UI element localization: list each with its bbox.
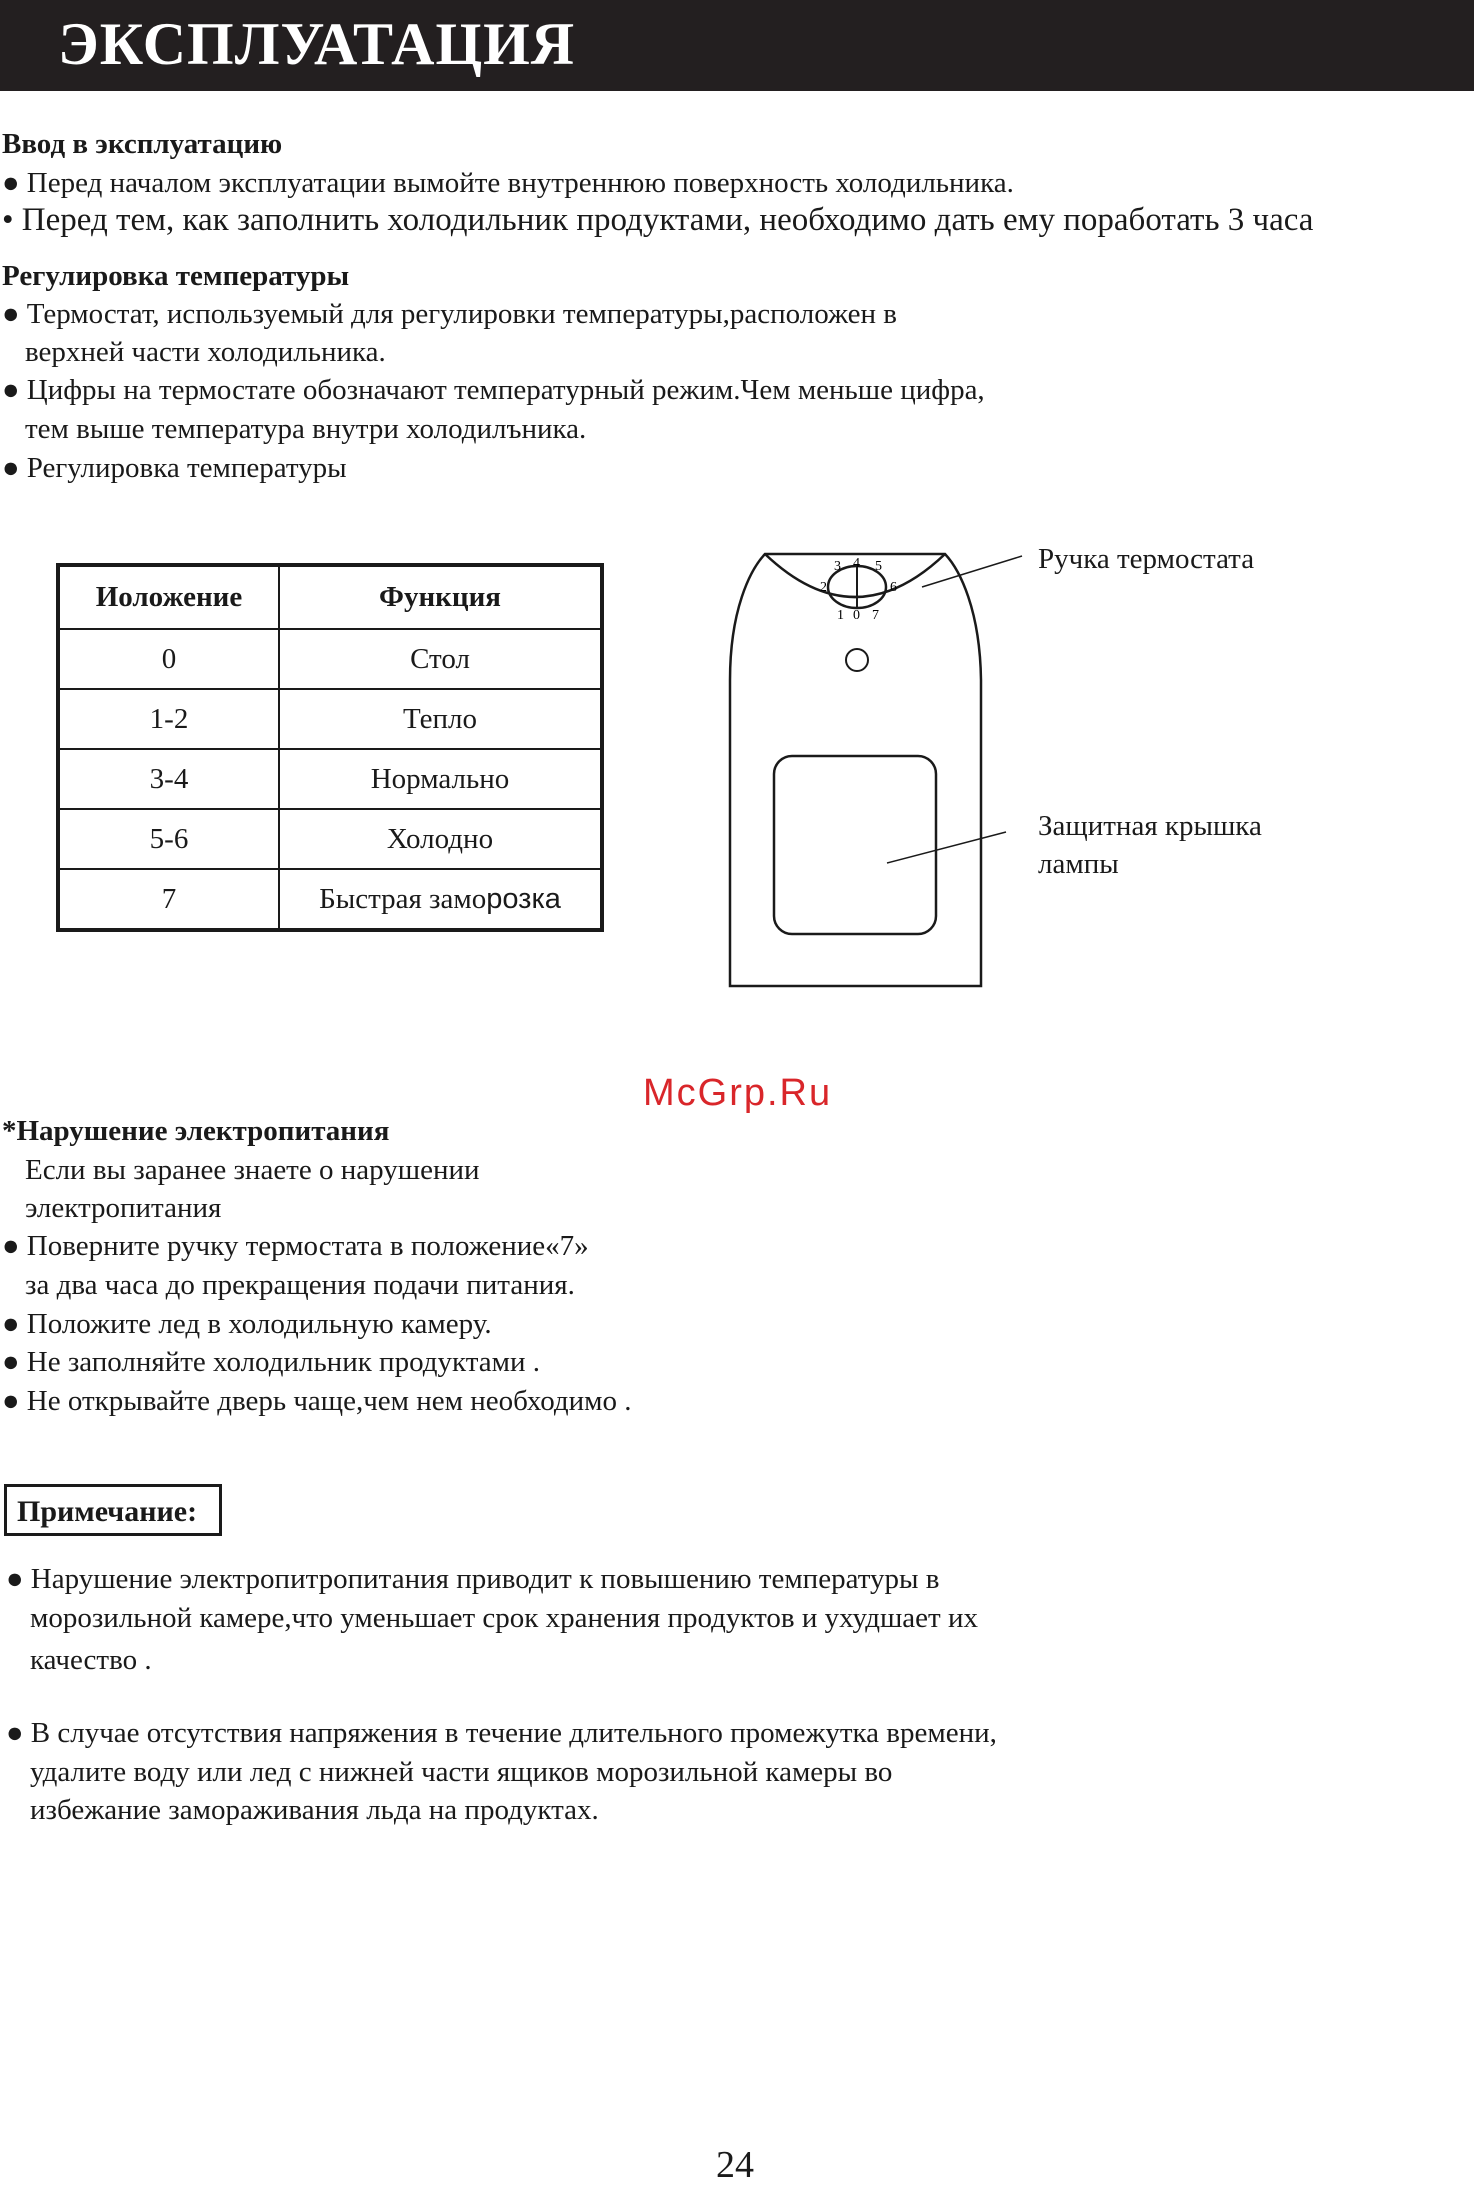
lamp-leader-line — [887, 832, 1006, 863]
lamp-cover — [774, 756, 936, 934]
table-row — [58, 749, 602, 809]
temperature-heading: Регулировка температуры — [2, 260, 350, 292]
page-number: 24 — [716, 2144, 754, 2186]
note-line-6: избежание замораживания льда на продуктах. — [30, 1794, 599, 1826]
watermark: McGrp.Ru — [643, 1072, 833, 1114]
position-cell: 5-6 — [58, 809, 279, 869]
dial-number: 7 — [872, 608, 879, 623]
temperature-line-4: тем выше температура внутри холодилъника. — [25, 413, 587, 445]
note-line-4: ● В случае отсутствия напряжения в течение длительного промежутка времени, — [6, 1717, 997, 1749]
power-failure-line-5: ● Положите лед в холодильную камеру. — [2, 1308, 492, 1340]
fridge-diagram — [700, 530, 1320, 1000]
position-cell: 3-4 — [58, 749, 279, 809]
function-text-serif: Быстрая замо — [319, 882, 487, 915]
power-failure-heading: *Нарушение электропитания — [2, 1115, 390, 1147]
lamp-cover-label-line-2: лампы — [1038, 848, 1119, 880]
function-cell: Тепло — [279, 689, 602, 749]
column-header-position: Иоложение — [58, 565, 279, 629]
power-failure-line-7: ● Не открывайте дверь чаще,чем нем необходимо . — [2, 1385, 632, 1417]
thermostat-modes-table — [56, 563, 604, 932]
dial-number: 6 — [890, 580, 897, 595]
table-row — [58, 629, 602, 689]
temperature-line-5: ● Регулировка температуры — [2, 452, 347, 484]
dial-number: 2 — [820, 580, 827, 595]
lamp-cover-label-line-1: Защитная крышка — [1038, 810, 1262, 842]
indicator-light — [846, 649, 868, 671]
function-cell — [279, 869, 602, 930]
table-row — [58, 689, 602, 749]
note-line-2: морозильной камере,что уменьшает срок хранения продуктов и ухудшает их — [30, 1602, 978, 1634]
position-cell: 1-2 — [58, 689, 279, 749]
temperature-line-1: ● Термостат, используемый для регулировки температуры,расположен в — [2, 298, 897, 330]
function-text-sans: розка — [486, 882, 561, 915]
power-failure-line-1: Если вы заранее знаете о нарушении — [25, 1154, 480, 1186]
table-row — [58, 809, 602, 869]
dial-number: 0 — [853, 608, 860, 623]
function-cell: Нормально — [279, 749, 602, 809]
dial-number: 5 — [875, 559, 882, 574]
note-title-box — [4, 1484, 222, 1536]
commissioning-line-2: • Перед тем, как заполнить холодильник продуктами, необходимо дать ему поработать 3 часа — [2, 202, 1314, 238]
function-cell: Стол — [279, 629, 602, 689]
page-title: ЭКСПЛУАТАЦИЯ — [58, 11, 576, 77]
power-failure-line-4: за два часа до прекращения подачи питания. — [25, 1269, 575, 1301]
commissioning-heading: Ввод в эксплуатацию — [2, 128, 283, 160]
note-line-3: качество . — [30, 1644, 152, 1676]
note-line-1: ● Нарушение электропитропитания приводит к повышению температуры в — [6, 1563, 940, 1595]
table-row — [58, 869, 602, 930]
dial-number: 3 — [834, 559, 841, 574]
power-failure-line-3: ● Поверните ручку термостата в положение«7» — [2, 1230, 589, 1262]
power-failure-line-6: ● Не заполняйте холодильник продуктами . — [2, 1346, 540, 1378]
dial-number: 1 — [837, 608, 844, 623]
position-cell: 0 — [58, 629, 279, 689]
power-failure-line-2: электропитания — [25, 1192, 222, 1224]
column-header-function: Функция — [279, 565, 602, 629]
temperature-line-2: верхней части холодильника. — [25, 336, 386, 368]
function-cell: Холодно — [279, 809, 602, 869]
page-header — [0, 0, 1474, 91]
commissioning-line-1: ● Перед началом эксплуатации вымойте внутреннюю поверхность холодильника. — [2, 167, 1014, 199]
dial-number: 4 — [853, 556, 860, 571]
table-header-row — [58, 565, 602, 629]
note-line-5: удалите воду или лед с нижней части ящиков морозильной камеры во — [30, 1756, 893, 1788]
temperature-line-3: ● Цифры на термостате обозначают температурный режим.Чем меньше цифра, — [2, 374, 985, 406]
note-title: Примечание: — [17, 1495, 198, 1528]
position-cell: 7 — [58, 869, 279, 930]
thermostat-knob-label: Ручка термостата — [1038, 543, 1255, 575]
